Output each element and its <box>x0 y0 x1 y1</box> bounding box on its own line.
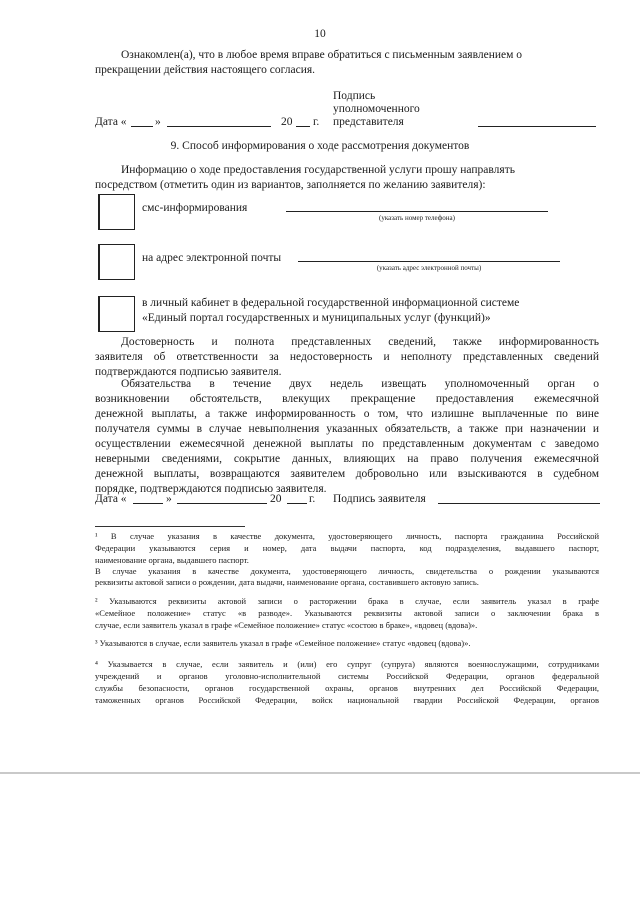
sms-checkbox[interactable] <box>98 194 135 230</box>
footnote-4-line-2: учреждений и органов уголовно-исполнительной системы Российской Федерации, органов федеральной <box>95 671 599 681</box>
portal-checkbox[interactable] <box>98 296 135 332</box>
paragraph-2-line-4: получателя суммы в случае невыполнения указанных обязательств, а также при назначении и <box>95 423 599 435</box>
footnote-4-line-3: службы безопасности, органов государственной охраны, органов внутренних дел Российской Федерации, <box>95 683 599 693</box>
rep-signature-label-1: Подпись <box>333 90 376 102</box>
footnote-4-line-4: таможенных органов Российской Федерации, войск национальной гвардии Российской Федерации, органов <box>95 695 599 705</box>
rep-signature-label-3: представителя <box>333 116 404 128</box>
footnote-1-line-1: ¹ В случае указания в качестве документа, удостоверяющего личность, паспорта гражданина Российской <box>95 531 599 541</box>
paragraph-2-line-5: осуществлении ежемесячной денежной выплаты по представленным документам с заведомо <box>95 438 599 450</box>
date-label-2: Дата « <box>95 493 127 505</box>
date-year-suffix-2: г. <box>309 493 316 505</box>
sms-option-label: смс-информирования <box>142 202 248 214</box>
date-year-field[interactable] <box>296 126 310 127</box>
paragraph-2-line-6: неверными сведениями, сокрытие данных, влияющих на право получения ежемесячной <box>95 453 599 465</box>
footnote-3-line-1: ³ Указываются в случае, если заявитель указал в графе «Семейное положение» статус «вдовец (вдова)». <box>95 638 471 648</box>
paragraph-1-line-1: Достоверность и полнота представленных сведений, также информированность <box>121 336 599 348</box>
rep-signature-label-2: уполномоченного <box>333 103 420 115</box>
date-day-field-2[interactable] <box>133 503 163 504</box>
portal-option-label-1: в личный кабинет в федеральной государственной информационной системе <box>142 297 520 309</box>
page-number: 10 <box>314 28 326 40</box>
date-year-prefix-2: 20 <box>270 493 282 505</box>
email-address-caption: (указать адрес электронной почты) <box>376 264 482 272</box>
applicant-signature-label: Подпись заявителя <box>333 493 426 505</box>
date-close-quote-2: » <box>166 493 172 505</box>
section-9-intro-1: Информацию о ходе предоставления государственной услуги прошу направлять <box>121 164 515 176</box>
email-checkbox[interactable] <box>98 244 135 280</box>
footnote-1-line-2: Федерации указываются серия и номер, дата выдачи паспорта, код подразделения, выдавшего паспорт, <box>95 543 599 553</box>
footnote-1-line-4: В случае указания в качестве документа, удостоверяющего личность, свидетельства о рождении указываются <box>95 566 599 576</box>
paragraph-2-line-8: порядке, подтверждаются подписью заявителя. <box>95 483 327 495</box>
ack-line-1: Ознакомлен(а), что в любое время вправе обратиться с письменным заявлением о <box>121 49 523 61</box>
rep-signature-field[interactable] <box>478 126 596 127</box>
section-9-intro-2: посредством (отметить один из вариантов, заполняется по желанию заявителя): <box>95 179 486 191</box>
applicant-signature-field[interactable] <box>438 503 600 504</box>
paragraph-2-line-3: денежной выплаты, а также информированность о том, что излишне выплаченные по вине <box>95 408 599 420</box>
paragraph-2-line-7: денежной выплаты, возвращаются заявителем добровольно или взыскиваются в судебном <box>95 468 599 480</box>
date-month-field-2[interactable] <box>177 503 267 504</box>
section-9-title: 9. Способ информирования о ходе рассмотрения документов <box>170 140 470 152</box>
email-address-field[interactable] <box>298 261 560 262</box>
portal-option-label-2: «Единый портал государственных и муниципальных услуг (функций)» <box>142 312 491 324</box>
date-year-field-2[interactable] <box>287 503 307 504</box>
email-option-label: на адрес электронной почты <box>142 252 282 264</box>
footnote-4-line-1: ⁴ Указывается в случае, если заявитель и (или) его супруг (супруга) являются военнослужащими, сотрудниками <box>95 659 599 669</box>
footnote-2-line-2: «Семейное положение» статус «в разводе». Указываются реквизиты актовой записи о заключении брака в <box>95 608 599 618</box>
footnote-2-line-3: случае, если заявитель указал в графе «Семейное положение» статус «состою в браке», «вдовец (вдова)». <box>95 620 478 630</box>
date-year-suffix: г. <box>313 116 320 128</box>
phone-number-field[interactable] <box>286 211 548 212</box>
footnote-1-line-3: наименование органа, выдавшего паспорт. <box>95 555 249 565</box>
date-year-prefix: 20 <box>281 116 293 128</box>
date-close-quote: » <box>155 116 161 128</box>
footnote-separator <box>95 526 245 527</box>
paragraph-2-line-1: Обязательства в течение двух недель извещать уполномоченный орган о <box>121 378 599 390</box>
date-month-field[interactable] <box>167 126 271 127</box>
paragraph-1-line-3: подтверждаются подписью заявителя. <box>95 366 282 378</box>
paragraph-1-line-2: заявителя об ответственности за недостоверность и неполноту представленных сведений <box>95 351 599 363</box>
date-label: Дата « <box>95 116 127 128</box>
paragraph-2-line-2: возникновении обстоятельств, влекущих прекращение предоставления ежемесячной <box>95 393 599 405</box>
phone-number-caption: (указать номер телефона) <box>379 214 455 222</box>
date-day-field[interactable] <box>131 126 153 127</box>
footnote-1-line-5: реквизиты актовой записи о рождении, дата выдачи, наименование органа, составившего актовую запись. <box>95 577 479 587</box>
ack-line-2: прекращении действия настоящего согласия. <box>95 64 316 76</box>
footnote-2-line-1: ² Указываются реквизиты актовой записи о расторжении брака в случае, если заявитель указал в графе <box>95 596 599 606</box>
